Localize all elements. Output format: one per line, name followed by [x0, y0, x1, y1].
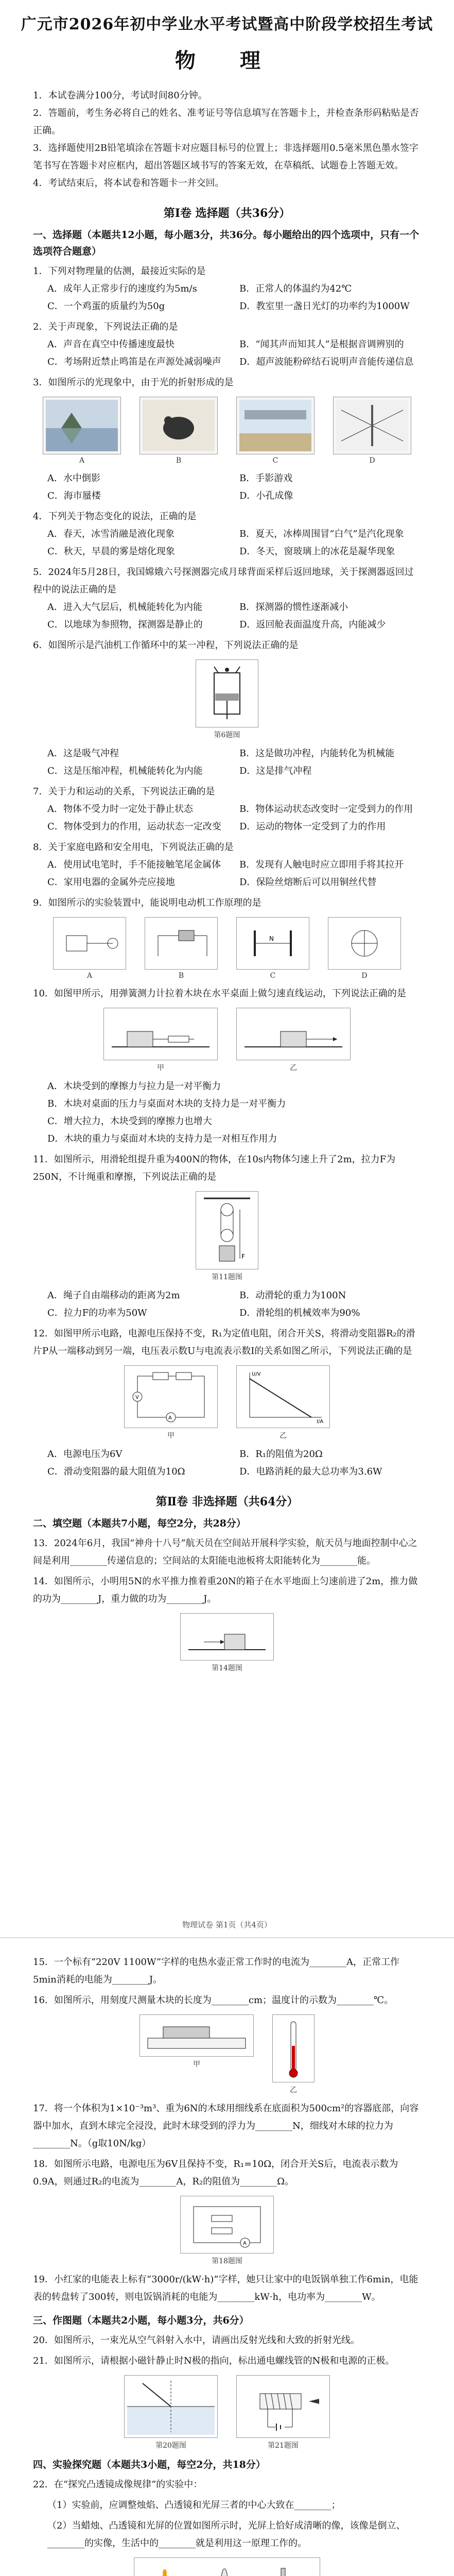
question-options — [47, 526, 421, 561]
graph-diagram — [236, 1365, 330, 1428]
figure-caption: 第11题图 — [212, 1273, 242, 1281]
figure-caption: A — [79, 456, 85, 465]
question-stem: 5．2024年5月28日，我国嫦娥六号探测器完成月球背面采样后返回地球，关于探测器返回过程中的说法正确的是 — [33, 567, 414, 595]
option: A．水中倒影 — [47, 473, 100, 484]
option: A．电源电压为6V — [47, 1449, 123, 1460]
figure — [236, 2375, 330, 2450]
figure — [196, 659, 258, 740]
question-stem: 22．在“探究凸透镜成像规律”的实验中： — [33, 2479, 203, 2490]
figure-row-q16 — [33, 2014, 421, 2095]
option: B．正常人的体温约为42℃ — [239, 283, 352, 294]
option: D．木块的重力与桌面对木块的支持力是一对相互作用力 — [47, 1133, 277, 1144]
figure-row-q12 — [33, 1365, 421, 1440]
question-stem: 16．如图所示，用刻度尺测量木块的长度为________cm；温度计的示数为________℃。 — [33, 1995, 394, 2006]
option: B．探测器的惯性逐渐减小 — [239, 602, 348, 613]
photo-image — [43, 397, 121, 454]
figure-caption: 第14题图 — [212, 1664, 242, 1672]
option: A．木块受到的摩擦力与拉力是一对平衡力 — [47, 1081, 221, 1092]
figure-row-q9 — [33, 917, 421, 980]
option: D．教室里一盏日光灯的功率约为1000W — [239, 301, 410, 312]
option: A．这是吸气冲程 — [47, 748, 119, 759]
figure-caption: 第21题图 — [268, 2442, 299, 2450]
figure — [139, 2014, 254, 2095]
figure-caption: 第18题图 — [212, 2257, 242, 2265]
figure-caption: A — [86, 972, 93, 980]
option: A．物体不受力时一定处于静止状态 — [47, 804, 193, 815]
question-stem: 4．下列关于物态变化的说法，正确的是 — [33, 511, 197, 522]
question-stem: 17．将一个体积为1×10⁻³m³、重为6N的木球用细线系在底面积为500cm²的容器底部，向容器中加水，直到木球完全浸没，此时木球受到的浮力为________N，细线对木球的拉力为________N。（g取10N/kg） — [33, 2103, 419, 2149]
question-options — [47, 856, 421, 891]
question-options — [47, 336, 421, 371]
option: C．考场附近禁止鸣笛是在声源处减弱噪声 — [47, 357, 221, 367]
option: C．这是压缩冲程，机械能转化为内能 — [47, 766, 203, 776]
figure — [53, 917, 126, 980]
note-line: 1．本试卷满分100分，考试时间80分钟。 — [33, 90, 207, 101]
circuit-diagram — [236, 917, 309, 970]
option: D．滑轮组的机械效率为90% — [239, 1308, 360, 1318]
option: D．运动的物体一定受到了力的作用 — [239, 821, 386, 832]
circuit-diagram — [124, 1365, 218, 1428]
option: C．滑动变阻器的最大阻值为10Ω — [47, 1466, 185, 1477]
option: B．木块对桌面的压力与桌面对木块的支持力是一对平衡力 — [47, 1098, 286, 1109]
option: B．R₁的阻值为20Ω — [239, 1449, 323, 1460]
thermometer-diagram — [272, 2014, 315, 2082]
figure — [134, 2557, 320, 2576]
question-stem: 8．关于家庭电路和安全用电，下列说法正确的是 — [33, 842, 234, 853]
figure-caption: 乙 — [290, 2086, 297, 2094]
option: B．这是做功冲程，内能转化为机械能 — [239, 748, 395, 759]
engine-diagram — [196, 659, 258, 727]
figure-row-q6 — [33, 659, 421, 740]
figure — [328, 917, 401, 980]
figure — [236, 1008, 351, 1073]
circuit-diagram — [328, 917, 401, 970]
question-stem: 21．如图所示，请根据小磁针静止时N极的指向，标出通电螺线管的N极和电源的正极。 — [33, 2355, 395, 2366]
option: D．超声波能粉碎结石说明声音能传递信息 — [239, 357, 414, 367]
figure — [43, 397, 121, 465]
option: B．动滑轮的重力为100N — [239, 1290, 346, 1301]
question-stem: 2．关于声现象，下列说法正确的是 — [33, 321, 178, 332]
figure — [145, 917, 218, 980]
figure-caption: C — [272, 456, 278, 465]
question-options — [47, 745, 421, 780]
circuit-diagram — [180, 2196, 274, 2253]
figure-caption: C — [270, 972, 276, 980]
question-options — [47, 801, 421, 836]
option: D．保险丝熔断后可以用铜丝代替 — [239, 877, 377, 888]
svg-text:F: F — [241, 1253, 245, 1260]
question-stem: 10．如图甲所示，用弹簧测力计拉着木块在水平桌面上做匀速直线运动，下列说法正确的是 — [33, 988, 406, 999]
svg-text:A: A — [243, 2241, 247, 2246]
question-stem: 1．下列对物理量的估测，最接近实际的是 — [33, 266, 206, 277]
figure — [236, 917, 309, 980]
page-2 — [0, 1938, 454, 2576]
question-stem: 13．2024年6月，我国“神舟十八号”航天员在空间站开展科学实验，航天员与地面控制中心之间是利用________传递信息的；空间站的太阳能电池板将太阳能转化为________能。 — [33, 1538, 417, 1566]
svg-text:A: A — [168, 1415, 172, 1421]
part1-title: 第Ⅰ卷 选择题（共36分） — [163, 207, 291, 220]
question-stem: 9．如图所示的实验装置中，能说明电动机工作原理的是 — [33, 897, 261, 908]
figure-row-q22 — [33, 2557, 421, 2576]
page-footer: 物理试卷 第1页（共4页） — [182, 1920, 272, 1929]
figure — [180, 2196, 274, 2266]
note-line: 2．答题前，考生务必将自己的姓名、准考证号等信息填写在答题卡上，并检查条形码粘贴是否正确。 — [33, 108, 419, 136]
circuit-diagram — [53, 917, 126, 970]
figure-caption: 甲 — [193, 2060, 200, 2069]
friction-diagram — [236, 1008, 351, 1060]
exp-instruction: 四、实验探究题（本题共3小题，每空2分，共18分） — [33, 2459, 266, 2470]
figure — [236, 397, 315, 465]
question-options — [47, 599, 421, 634]
figure-caption: D — [369, 456, 375, 465]
question-options — [47, 1446, 421, 1481]
option: A．成年人正常步行的速度约为5m/s — [47, 283, 197, 294]
note-line: 4．考试结束后，将本试卷和答题卡一并交回。 — [33, 178, 224, 189]
push-box-diagram — [180, 1613, 274, 1660]
option: C．秋天，早晨的雾是熔化现象 — [47, 546, 175, 557]
question-stem: 20．如图所示，一束光从空气斜射入水中，请画出反射光线和大致的折射光线。 — [33, 2335, 360, 2346]
option: A．春天，冰雪消融是液化现象 — [47, 529, 174, 539]
question-options — [47, 470, 421, 505]
question-stem: 6．如图所示是汽油机工作循环中的某一冲程，下列说法正确的是 — [33, 640, 299, 651]
circuit-diagram — [145, 917, 218, 970]
figure-row-q18 — [33, 2196, 421, 2266]
option: A．声音在真空中传播速度最快 — [47, 339, 174, 350]
question-stem: 14．如图所示，小明用5N的水平推力推着重20N的箱子在水平地面上匀速前进了2m，推力做的功为________J，重力做的功为________J。 — [33, 1576, 418, 1604]
part2-title: 第Ⅱ卷 非选择题（共64分） — [155, 1495, 299, 1509]
exam-notes — [33, 87, 421, 192]
figure — [180, 1613, 274, 1673]
option: C．物体受到力的作用，运动状态一定改变 — [47, 821, 221, 832]
refraction-diagram — [124, 2375, 218, 2438]
option: A．进入大气层后，机械能转化为内能 — [47, 602, 202, 613]
option: C．以地球为参照物，探测器是静止的 — [47, 619, 203, 630]
question-stem: 3．如图所示的光现象中，由于光的折射形成的是 — [33, 377, 234, 388]
option: B．发现有人触电时应立即用手将其拉开 — [239, 859, 404, 870]
exam-subject: 物 理 — [175, 48, 279, 73]
photo-image — [236, 397, 315, 454]
question-stem: 12．如图甲所示电路，电源电压保持不变，R₁为定值电阻，闭合开关S，将滑动变阻器R₂的滑片P从一端移动到另一端，电压表示数U与电流表示数I的关系如图乙所示，下列说法正确的是 — [33, 1328, 415, 1357]
option: D．小孔成像 — [239, 490, 293, 501]
option: D．电路消耗的最大总功率为3.6W — [239, 1466, 382, 1477]
question-options — [47, 1287, 421, 1322]
figure-caption: 甲 — [167, 1432, 174, 1440]
svg-text:N: N — [269, 935, 274, 942]
question-subpart: （2）当蜡烛、凸透镜和光屏的位置如图所示时，光屏上恰好成清晰的像，该像是倒立、________的实像，生活中的________就是利用这一原理工作的。 — [47, 2520, 406, 2549]
figure-caption: B — [178, 972, 184, 980]
option: C．拉力F的功率为50W — [47, 1308, 147, 1318]
photo-image — [139, 397, 218, 454]
figure-caption: 第6题图 — [214, 731, 240, 739]
option: A．使用试电笔时，手不能接触笔尾金属体 — [47, 859, 221, 870]
figure-caption: B — [176, 456, 182, 465]
figure — [103, 1008, 218, 1073]
question-stem: 15．一个标有“220V 1100W”字样的电热水壶正常工作时的电流为________A，正常工作5min消耗的电能为________J。 — [33, 1957, 400, 1985]
option: D．返回舱表面温度升高，内能减少 — [239, 619, 386, 630]
question-stem: 19．小红家的电能表上标有“3000r/(kW·h)”字样，她只让家中的电饭锅单独工作6min，电能表的转盘转了300转，则电饭锅消耗的电能为________kW·h，电功率为________W。 — [33, 2274, 418, 2302]
figure-row-q11 — [33, 1191, 421, 1282]
option: B．“闻其声而知其人”是根据音调辨别的 — [239, 339, 404, 350]
figure-caption: 第20题图 — [155, 2442, 186, 2450]
svg-text:V: V — [135, 1395, 139, 1400]
draw-instruction: 三、作图题（本题共2小题，每小题3分，共6分） — [33, 2315, 249, 2326]
figure — [124, 1365, 218, 1440]
figure-caption: 乙 — [280, 1432, 287, 1440]
option: A．绳子自由端移动的距离为2m — [47, 1290, 180, 1301]
figure — [272, 2014, 315, 2095]
option: B．夏天，冰棒周围冒“白气”是汽化现象 — [239, 529, 404, 539]
question-options — [47, 1078, 421, 1148]
pulley-diagram — [196, 1191, 258, 1269]
figure-row-q3 — [33, 397, 421, 465]
figure-row-q14 — [33, 1613, 421, 1673]
figure — [139, 397, 218, 465]
option: C．家用电器的金属外壳应接地 — [47, 877, 175, 888]
optical-bench-diagram — [134, 2557, 320, 2576]
figure — [196, 1191, 258, 1282]
option: D．这是排气冲程 — [239, 766, 312, 776]
question-stem: 11．如图所示，用滑轮组提升重为400N的物体，在10s内物体匀速上升了2m，拉力F为250N，不计绳重和摩擦，下列说法正确的是 — [33, 1154, 396, 1182]
figure-caption: D — [361, 972, 368, 980]
question-subpart: （1）实验前，应调整烛焰、凸透镜和光屏三者的中心大致在________； — [47, 2500, 341, 2511]
option: C．增大拉力，木块受到的摩擦力也增大 — [47, 1116, 212, 1127]
option: B．手影游戏 — [239, 473, 293, 484]
question-options — [47, 280, 421, 315]
figure-row-q10 — [33, 1008, 421, 1073]
svg-text:I/A: I/A — [317, 1419, 324, 1425]
figure — [236, 1365, 330, 1440]
question-stem: 18．如图所示电路，电源电压为6V且保持不变，R₁=10Ω，闭合开关S后，电流表示数为0.9A，则通过R₂的电流为________A，R₂的阻值为________Ω。 — [33, 2159, 398, 2187]
figure-caption: 甲 — [157, 1064, 164, 1072]
option: B．物体运动状态改变时一定受到力的作用 — [239, 804, 413, 815]
exam-title: 广元市2026年初中学业水平考试暨高中阶段学校招生考试 — [21, 15, 433, 33]
figure — [124, 2375, 218, 2450]
figure-row-q20-21 — [33, 2375, 421, 2450]
question-stem: 7．关于力和运动的关系，下列说法正确的是 — [33, 786, 215, 797]
svg-text:U/V: U/V — [252, 1371, 261, 1377]
figure-caption: 乙 — [290, 1064, 297, 1072]
fill-instruction: 二、填空题（本题共7小题，每空2分，共28分） — [33, 1518, 246, 1529]
ruler-diagram — [139, 2014, 254, 2057]
solenoid-diagram — [236, 2375, 330, 2438]
part1-instruction: 一、选择题（本题共12小题，每小题3分，共36分。每小题给出的四个选项中，只有一个选项符合题意） — [33, 229, 420, 257]
option: C．海市蜃楼 — [47, 490, 101, 501]
option: D．冬天，窗玻璃上的冰花是凝华现象 — [239, 546, 395, 557]
note-line: 3．选择题使用2B铅笔填涂在答题卡对应题目标号的位置上；非选择题用0.5毫米黑色墨水签字笔书写在答题卡对应框内，超出答题区域书写的答案无效，在草稿纸、试题卷上答题无效。 — [33, 143, 418, 171]
photo-image — [333, 397, 411, 454]
option: C．一个鸡蛋的质量约为50g — [47, 301, 165, 312]
figure — [333, 397, 411, 465]
friction-diagram — [103, 1008, 218, 1060]
